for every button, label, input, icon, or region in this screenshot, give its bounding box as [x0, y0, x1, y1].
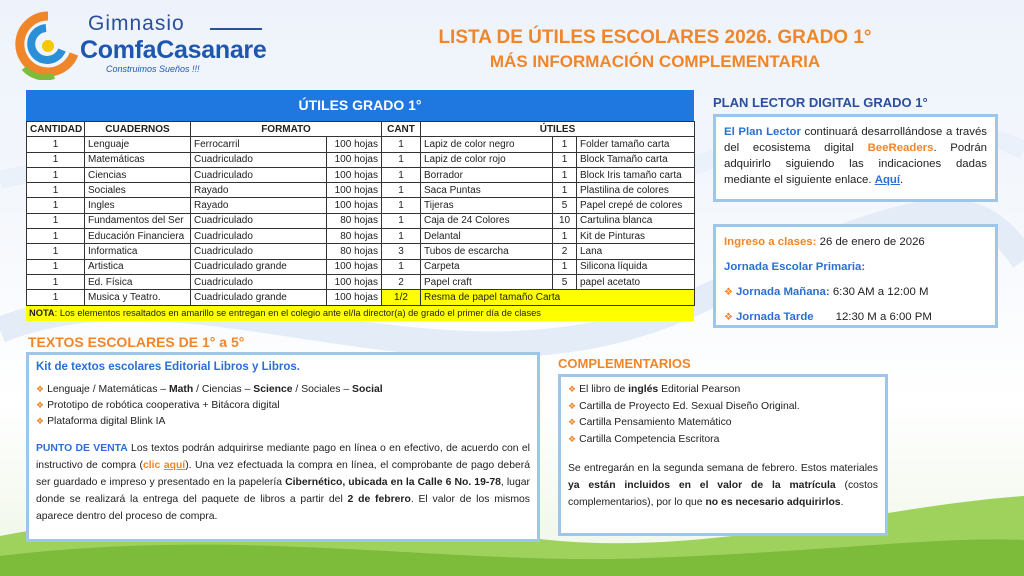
- cell-item: Delantal: [421, 229, 553, 244]
- cell-cant: 2: [382, 274, 421, 289]
- cell-cant: 1: [382, 183, 421, 198]
- bullet-bold: Science: [253, 384, 293, 395]
- list-item: [36, 414, 530, 430]
- paragraph-bold: Cibernético, ubicada en la Calle 6 No. 19-78: [285, 477, 501, 488]
- cell-item: Papel craft: [421, 274, 553, 289]
- cell-format: Cuadriculado: [191, 167, 327, 182]
- plan-lector-title: PLAN LECTOR DIGITAL GRADO 1°: [713, 95, 928, 110]
- cell-format: Rayado: [191, 198, 327, 213]
- diamond-bullet-icon: ❖: [568, 433, 577, 444]
- paragraph-bold: no es necesario adquirirlos: [705, 497, 841, 508]
- plan-lector-box: [713, 114, 998, 202]
- table-row: [27, 290, 695, 305]
- cell-qty: 1: [27, 259, 85, 274]
- note-text: : Los elementos resaltados en amarillo se entregan en el colegio ante el/la director(a) de grado el primer día de clases: [54, 307, 541, 318]
- cell-cant2: 2: [553, 244, 577, 259]
- list-item: [568, 415, 878, 432]
- textos-title: TEXTOS ESCOLARES DE 1° a 5°: [28, 334, 245, 350]
- list-item: [36, 382, 530, 398]
- table-note: [26, 306, 694, 321]
- logo-gimnasio: Gimnasio: [88, 12, 185, 35]
- cell-item2: Silicona líquida: [577, 259, 695, 274]
- paragraph-text: Se entregarán en la segunda semana de febrero. Estos materiales: [568, 463, 878, 474]
- cell-item2: Kit de Pinturas: [577, 229, 695, 244]
- ingreso-value: 26 de enero de 2026: [816, 236, 925, 248]
- manana-label: Jornada Mañana:: [735, 286, 830, 298]
- item-text: Cartilla Competencia Escritora: [579, 433, 720, 445]
- col-utiles: ÚTILES: [421, 122, 695, 137]
- cell-subject: Lenguaje: [85, 137, 191, 152]
- cell-subject: Ciencias: [85, 167, 191, 182]
- paragraph-text: Los textos podrán adquirirse mediante pago en línea o en efectivo, de acuerdo con el instructivo de compra (: [36, 443, 530, 471]
- cell-qty: 1: [27, 183, 85, 198]
- aqui-text: aquí: [163, 460, 186, 471]
- list-item: [568, 399, 878, 416]
- tarde-value: 12:30 M a 6:00 PM: [835, 311, 932, 323]
- table-row: [27, 213, 695, 228]
- cell-qty: 1: [27, 244, 85, 259]
- cell-cant-highlight: 1/2: [382, 290, 421, 305]
- table-column-headers: [27, 122, 695, 137]
- item-text: El libro de: [579, 384, 629, 395]
- cell-qty: 1: [27, 198, 85, 213]
- logo-circles-icon: [14, 10, 78, 80]
- cell-item2: Plastilina de colores: [577, 183, 695, 198]
- school-logo: [14, 6, 267, 82]
- bullet-text: Plataforma digital Blink IA: [47, 416, 166, 427]
- cell-subject: Musica y Teatro.: [85, 290, 191, 305]
- table-row: [27, 244, 695, 259]
- bullet-bold: Math: [168, 384, 194, 395]
- cell-pages: 80 hojas: [327, 244, 382, 259]
- manana-value: 6:30 AM a 12:00 M: [829, 286, 929, 298]
- cell-item-highlight: Resma de papel tamaño Carta: [421, 290, 695, 305]
- item-text: Cartilla Pensamiento Matemático: [579, 417, 732, 428]
- diamond-bullet-icon: ❖: [36, 400, 45, 410]
- cell-cant: 1: [382, 152, 421, 167]
- table-row: [27, 229, 695, 244]
- plan-lector-label: El Plan Lector: [724, 126, 801, 138]
- cell-cant2: 1: [553, 152, 577, 167]
- bullet-text: Lenguaje / Matemáticas –: [47, 384, 169, 395]
- item-text: Editorial Pearson: [658, 384, 741, 395]
- paragraph-text: .: [840, 497, 844, 508]
- cell-subject: Sociales: [85, 183, 191, 198]
- cell-item2: papel acetato: [577, 274, 695, 289]
- supplies-table: [26, 121, 695, 306]
- complementarios-title: COMPLEMENTARIOS: [558, 356, 691, 371]
- diamond-bullet-icon: ❖: [568, 417, 577, 427]
- cell-cant2: 1: [553, 229, 577, 244]
- cell-cant2: 1: [553, 137, 577, 152]
- paragraph-text: ). Una vez efectuada la compra en línea, el comprobante de pago deberá ser guardado e impreso y presentado en la papelería: [36, 460, 530, 488]
- cell-cant: 1: [382, 229, 421, 244]
- cell-pages: 100 hojas: [327, 274, 382, 289]
- cell-cant: 1: [382, 198, 421, 213]
- bullet-text: Prototipo de robótica cooperativa + Bitácora digital: [47, 400, 280, 411]
- diamond-bullet-icon: ❖: [568, 400, 577, 411]
- title-line-2: MÁS INFORMACIÓN COMPLEMENTARIA: [489, 52, 821, 71]
- diamond-bullet-icon: ❖: [724, 287, 733, 298]
- logo-name: ComfaCasanare: [80, 36, 267, 64]
- cell-item2: Block Iris tamaño carta: [577, 167, 695, 182]
- cell-qty: 1: [27, 152, 85, 167]
- cell-cant: 3: [382, 244, 421, 259]
- cell-format: Cuadriculado: [191, 152, 327, 167]
- cell-cant: 1: [382, 137, 421, 152]
- jornada-tarde-row: [724, 309, 987, 331]
- cell-qty: 1: [27, 213, 85, 228]
- cell-item: Caja de 24 Colores: [421, 213, 553, 228]
- cell-cant2: 1: [553, 167, 577, 182]
- plan-text-1: continuará desarrollándose a través del ecosistema digital: [724, 126, 987, 154]
- diamond-bullet-icon: ❖: [724, 312, 733, 323]
- col-cant: CANT: [382, 122, 421, 137]
- page-title: [420, 26, 890, 74]
- table-row: [27, 274, 695, 289]
- cell-item: Lapiz de color negro: [421, 137, 553, 152]
- cell-cant: 1: [382, 259, 421, 274]
- table-row: [27, 137, 695, 152]
- cell-pages: 100 hojas: [327, 167, 382, 182]
- cell-cant: 1: [382, 213, 421, 228]
- list-item: [36, 398, 530, 414]
- table-header: ÚTILES GRADO 1°: [26, 90, 694, 121]
- clic-text: clic: [142, 460, 164, 471]
- logo-slogan: Construimos Sueños !!!: [106, 64, 200, 74]
- logo-line: [210, 28, 262, 30]
- title-line-1: LISTA DE ÚTILES ESCOLARES 2026. GRADO 1°: [438, 27, 872, 48]
- cell-subject: Matemáticas: [85, 152, 191, 167]
- complementarios-paragraph: [568, 460, 878, 511]
- list-item: [568, 432, 878, 449]
- cell-pages: 100 hojas: [327, 137, 382, 152]
- cell-item: Tijeras: [421, 198, 553, 213]
- list-item: [568, 382, 878, 399]
- cell-cant: 1: [382, 167, 421, 182]
- cell-pages: 100 hojas: [327, 259, 382, 274]
- cell-item: Borrador: [421, 167, 553, 182]
- clic-aqui-link[interactable]: [143, 460, 185, 471]
- supplies-table-section: [26, 90, 694, 321]
- cell-item2: Lana: [577, 244, 695, 259]
- bullet-text: / Ciencias –: [193, 384, 254, 395]
- clases-box: [713, 224, 998, 328]
- punto-venta-label: PUNTO DE VENTA: [36, 443, 128, 454]
- cell-item: Saca Puntas: [421, 183, 553, 198]
- jornada-title: Jornada Escolar Primaria:: [724, 261, 866, 273]
- cell-pages: 100 hojas: [327, 198, 382, 213]
- cell-format: Cuadriculado: [191, 229, 327, 244]
- complementarios-box: [558, 374, 888, 536]
- cell-item2: Block Tamaño carta: [577, 152, 695, 167]
- cell-cant2: 1: [553, 183, 577, 198]
- cell-item: Lapiz de color rojo: [421, 152, 553, 167]
- table-row: [27, 183, 695, 198]
- cell-pages: 100 hojas: [327, 152, 382, 167]
- cell-format: Cuadriculado grande: [191, 259, 327, 274]
- paragraph-bold: ya están incluidos en el valor de la matrícula: [568, 480, 836, 491]
- cell-cant2: 5: [553, 198, 577, 213]
- ingreso-row: [724, 234, 987, 256]
- col-cantidad: CANTIDAD: [27, 122, 85, 137]
- kit-title: Kit de textos escolares Editorial Libros y Libros.: [36, 361, 300, 373]
- beereaders-label: BeeReaders: [867, 142, 934, 154]
- paragraph-text: (costos complementarios), por lo que: [568, 480, 878, 508]
- table-row: [27, 152, 695, 167]
- item-bold: inglés: [628, 384, 659, 395]
- cell-cant2: 10: [553, 213, 577, 228]
- cell-pages: 80 hojas: [327, 229, 382, 244]
- col-formato: FORMATO: [191, 122, 382, 137]
- ingreso-label: Ingreso a clases:: [724, 236, 817, 248]
- cell-qty: 1: [27, 137, 85, 152]
- cell-pages: 80 hojas: [327, 213, 382, 228]
- cell-qty: 1: [27, 290, 85, 305]
- diamond-bullet-icon: ❖: [36, 416, 45, 426]
- cell-item2: Folder tamaño carta: [577, 137, 695, 152]
- paragraph-text: , lugar donde se realizará la entrega del paquete de libros a partir del: [36, 477, 530, 505]
- cell-subject: Fundamentos del Ser: [85, 213, 191, 228]
- cell-pages: 100 hojas: [327, 183, 382, 198]
- table-row: [27, 259, 695, 274]
- cell-qty: 1: [27, 229, 85, 244]
- cell-format: Cuadriculado: [191, 274, 327, 289]
- plan-lector-link[interactable]: Aquí: [874, 174, 901, 186]
- cell-format: Cuadriculado: [191, 244, 327, 259]
- cell-qty: 1: [27, 274, 85, 289]
- bullet-text: / Sociales –: [292, 384, 353, 395]
- note-label: NOTA: [29, 307, 55, 318]
- table-row: [27, 167, 695, 182]
- cell-subject: Artistica: [85, 259, 191, 274]
- plan-text-2: . Podrán adquirirlo siguiendo las indicaciones dadas mediante el siguiente enlace.: [724, 142, 987, 186]
- cell-format: Cuadriculado: [191, 213, 327, 228]
- cell-subject: Informatica: [85, 244, 191, 259]
- table-row: [27, 198, 695, 213]
- cell-pages: 100 hojas: [327, 290, 382, 305]
- item-text: Cartilla de Proyecto Ed. Sexual Diseño Original.: [579, 400, 800, 412]
- cell-format: Ferrocarril: [191, 137, 327, 152]
- cell-subject: Ed. Física: [85, 274, 191, 289]
- cell-cant2: 1: [553, 259, 577, 274]
- paragraph-text: . El valor de los mismos aparece dentro del proceso de compra.: [36, 494, 530, 522]
- bullet-bold: Social: [352, 384, 383, 395]
- plan-text-3: .: [900, 174, 904, 186]
- cell-subject: Educación Financiera: [85, 229, 191, 244]
- cell-subject: Ingles: [85, 198, 191, 213]
- cell-cant2: 5: [553, 274, 577, 289]
- cell-item2: Cartulina blanca: [577, 213, 695, 228]
- jornada-manana-row: [724, 284, 987, 306]
- cell-format: Cuadriculado grande: [191, 290, 327, 305]
- punto-venta-paragraph: [36, 440, 530, 525]
- cell-item: Tubos de escarcha: [421, 244, 553, 259]
- diamond-bullet-icon: ❖: [36, 384, 45, 394]
- textos-box: [26, 352, 540, 542]
- cell-item2: Papel crepé de colores: [577, 198, 695, 213]
- cell-qty: 1: [27, 167, 85, 182]
- cell-item: Carpeta: [421, 259, 553, 274]
- cell-format: Rayado: [191, 183, 327, 198]
- paragraph-bold: 2 de febrero: [347, 494, 411, 505]
- col-cuadernos: CUADERNOS: [85, 122, 191, 137]
- diamond-bullet-icon: ❖: [568, 384, 577, 394]
- tarde-label: Jornada Tarde: [735, 311, 814, 323]
